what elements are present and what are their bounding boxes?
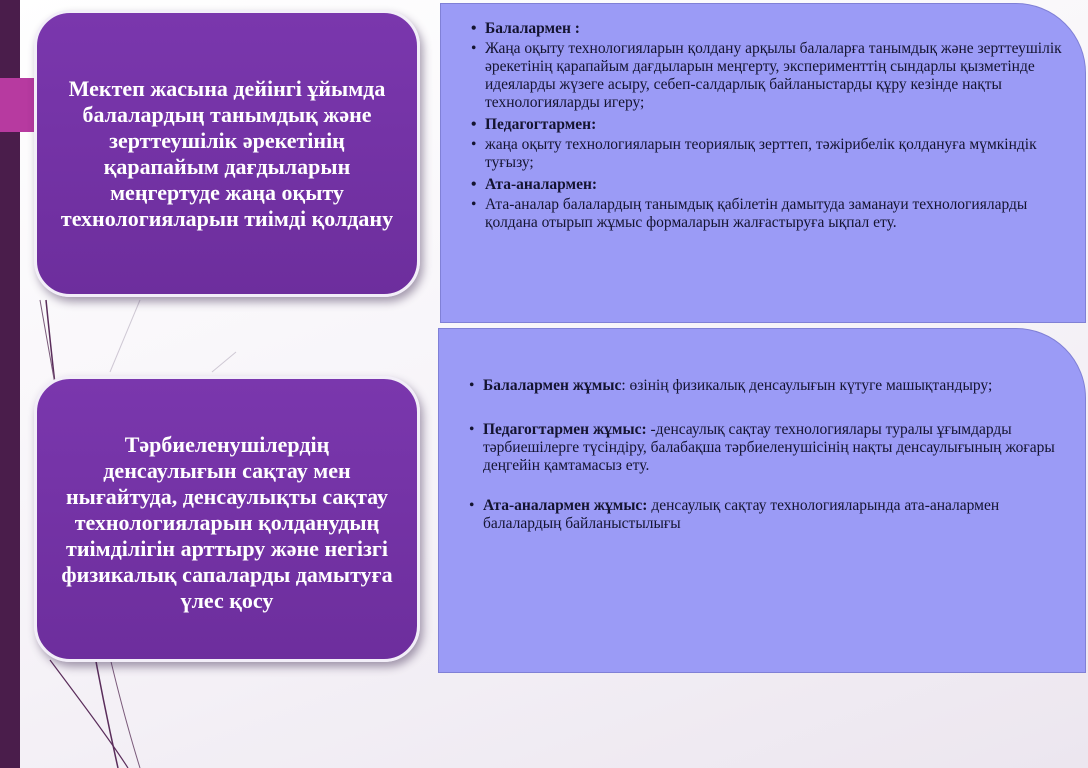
- teachers-text: • жаңа оқыту технологияларын теориялық зерттеп, тәжірибелік қолдануға мүмкіндік туғызу;: [471, 136, 1065, 172]
- children-work-heading: Балалармен жұмыс: [483, 377, 622, 394]
- children-work-text: : өзінің физикалық денсаулығын күтуге машықтандыру;: [621, 377, 993, 394]
- parents-heading: • Ата-аналармен:: [471, 176, 1065, 194]
- parents-work-text: денсаулық сақтау технологияларында ата-аналармен балалардың байланыстылығы: [483, 497, 1000, 532]
- children-heading: • Балалармен :: [471, 20, 1065, 38]
- goal-title-health: Тәрбиеленушілердің денсаулығын сақтау мен нығайтуда, денсаулықты сақтау технологияларын қолданудың тиімділігін арттыру және негізгі физикалық сапаларды дамытуға үлес қосу: [61, 432, 393, 613]
- parents-text: • Ата-аналар балалардың танымдық қабілетін дамытуда заманауи технологияларды қолдана отырып жұмыс формаларын жалғастыруға ықпал ету.: [471, 196, 1065, 232]
- tasks-box-cognitive: [440, 3, 1086, 323]
- tasks-box-health: [438, 328, 1086, 673]
- teachers-work-heading: Педагогтармен жұмыс:: [483, 421, 651, 438]
- parents-work-heading: Ата-аналармен жұмыс:: [483, 497, 652, 514]
- teachers-work-text: -денсаулық сақтау технологиялары туралы ұғымдарды тәрбиешілерге түсіндіру, балабақша тәрбиеленушісінің нақты денсаулығының жоғары деңгейін қамтамасыз ету.: [483, 421, 1055, 474]
- teachers-work-item: [469, 421, 1065, 475]
- goal-box-health: [34, 376, 420, 662]
- children-work-item: [469, 377, 1065, 395]
- children-text: • Жаңа оқыту технологияларын қолдану арқылы балаларға танымдық және зерттеушілік әрекетінің қарапайым дағдыларын меңгерту, эксперименттің сындарлы қызметінде идеяларды жүзеге асыру, себеп-салдарлық байланыстарды құру кезінде нақты технологияларды игеру;: [471, 40, 1065, 112]
- parents-work-item: [469, 497, 1065, 533]
- teachers-heading: • Педагогтармен:: [471, 116, 1065, 134]
- goal-box-cognitive: [34, 10, 420, 297]
- goal-title-cognitive: Мектеп жасына дейінгі ұйымда балалардың танымдық және зерттеушілік әрекетінің қарапайым дағдыларын меңгертуде жаңа оқыту технологияларын тиімді қолдану: [60, 75, 394, 231]
